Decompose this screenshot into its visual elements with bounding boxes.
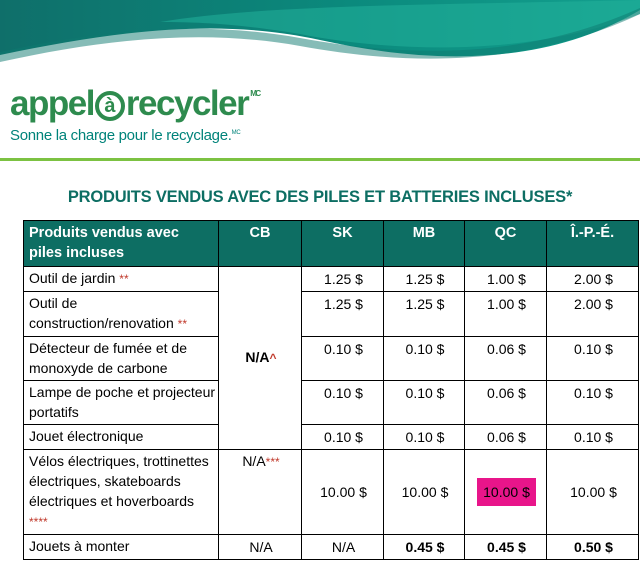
qc-cell: 0.06 $	[465, 337, 547, 381]
sk-cell: 1.25 $	[302, 292, 384, 337]
fees-table	[23, 220, 639, 560]
highlighted-value: 10.00 $	[477, 478, 536, 506]
product-cell	[24, 267, 219, 292]
ipe-cell: 0.50 $	[547, 535, 639, 560]
ipe-cell: 0.10 $	[547, 381, 639, 425]
ipe-cell: 0.10 $	[547, 425, 639, 450]
header-wave-banner	[0, 0, 640, 80]
table-row	[24, 337, 639, 381]
table-row	[24, 292, 639, 337]
product-name: Vélos électriques, trottinettes électriques, skateboards électriques et hoverboards	[29, 453, 209, 509]
cb-value: N/A	[242, 453, 266, 469]
sk-cell: N/A	[302, 535, 384, 560]
header-mb: MB	[384, 221, 465, 267]
mb-cell: 0.10 $	[384, 425, 465, 450]
header-cb: CB	[219, 221, 302, 267]
ipe-cell: 0.10 $	[547, 337, 639, 381]
product-cell	[24, 337, 219, 381]
product-name: Outil de construction/renovation	[29, 295, 174, 331]
qc-cell: 0.45 $	[465, 535, 547, 560]
header-ipe: Î.-P.-É.	[547, 221, 639, 267]
logo-ring-icon	[95, 91, 125, 121]
table-header-row	[24, 221, 639, 267]
table-row	[24, 267, 639, 292]
sk-cell: 0.10 $	[302, 381, 384, 425]
logo-word-left: appel	[10, 84, 94, 123]
product-cell	[24, 381, 219, 425]
logo-ring-letter: à	[104, 94, 116, 117]
logo-tagline-text: Sonne la charge pour le recyclage.	[10, 127, 232, 144]
ipe-cell: 2.00 $	[547, 267, 639, 292]
footnote-mark: **	[177, 317, 187, 331]
footnote-mark: ^	[269, 351, 277, 365]
mb-cell: 1.25 $	[384, 292, 465, 337]
header-divider	[0, 158, 640, 161]
cb-merged-value: N/A	[245, 349, 270, 365]
ipe-cell: 2.00 $	[547, 292, 639, 337]
product-name: Lampe de poche et projecteur portatifs	[29, 384, 216, 420]
qc-cell: 0.06 $	[465, 381, 547, 425]
product-name: Outil de jardin	[29, 270, 116, 286]
mb-cell: 0.10 $	[384, 381, 465, 425]
table-row	[24, 381, 639, 425]
product-cell	[24, 292, 219, 337]
product-name: Détecteur de fumée et de monoxyde de carbone	[29, 340, 187, 376]
sk-cell: 0.10 $	[302, 425, 384, 450]
sk-cell: 0.10 $	[302, 337, 384, 381]
appel-a-recycler-logo	[10, 86, 260, 144]
qc-cell	[465, 450, 547, 535]
mb-cell: 10.00 $	[384, 450, 465, 535]
table-row	[24, 535, 639, 560]
qc-cell: 1.00 $	[465, 292, 547, 337]
product-cell	[24, 425, 219, 450]
ipe-cell: 10.00 $	[547, 450, 639, 535]
mb-cell: 0.10 $	[384, 337, 465, 381]
mb-cell: 0.45 $	[384, 535, 465, 560]
cb-cell: N/A	[219, 535, 302, 560]
product-name: Jouet électronique	[29, 428, 144, 444]
tagline-trademark: MC	[231, 130, 241, 136]
sk-cell: 1.25 $	[302, 267, 384, 292]
qc-cell: 1.00 $	[465, 267, 547, 292]
logo-tagline	[10, 127, 260, 144]
product-name: Jouets à monter	[29, 538, 130, 554]
page-title: PRODUITS VENDUS AVEC DES PILES ET BATTERIES INCLUSES*	[67, 188, 573, 206]
mb-cell: 1.25 $	[384, 267, 465, 292]
table-row	[24, 450, 639, 535]
table-row	[24, 425, 639, 450]
footnote-mark: ***	[265, 455, 280, 469]
cb-merged-cell	[219, 267, 302, 450]
cb-cell	[219, 450, 302, 535]
footnote-mark: **	[119, 272, 129, 286]
logo-wordmark	[10, 86, 260, 121]
header-products: Produits vendus avec piles incluses	[24, 221, 219, 267]
product-cell	[24, 535, 219, 560]
qc-cell: 0.06 $	[465, 425, 547, 450]
header-sk: SK	[302, 221, 384, 267]
logo-trademark: MC	[250, 89, 260, 98]
footnote-mark: ****	[29, 515, 48, 529]
sk-cell: 10.00 $	[302, 450, 384, 535]
product-cell	[24, 450, 219, 535]
header-qc: QC	[465, 221, 547, 267]
logo-word-right: recycler	[125, 84, 249, 123]
